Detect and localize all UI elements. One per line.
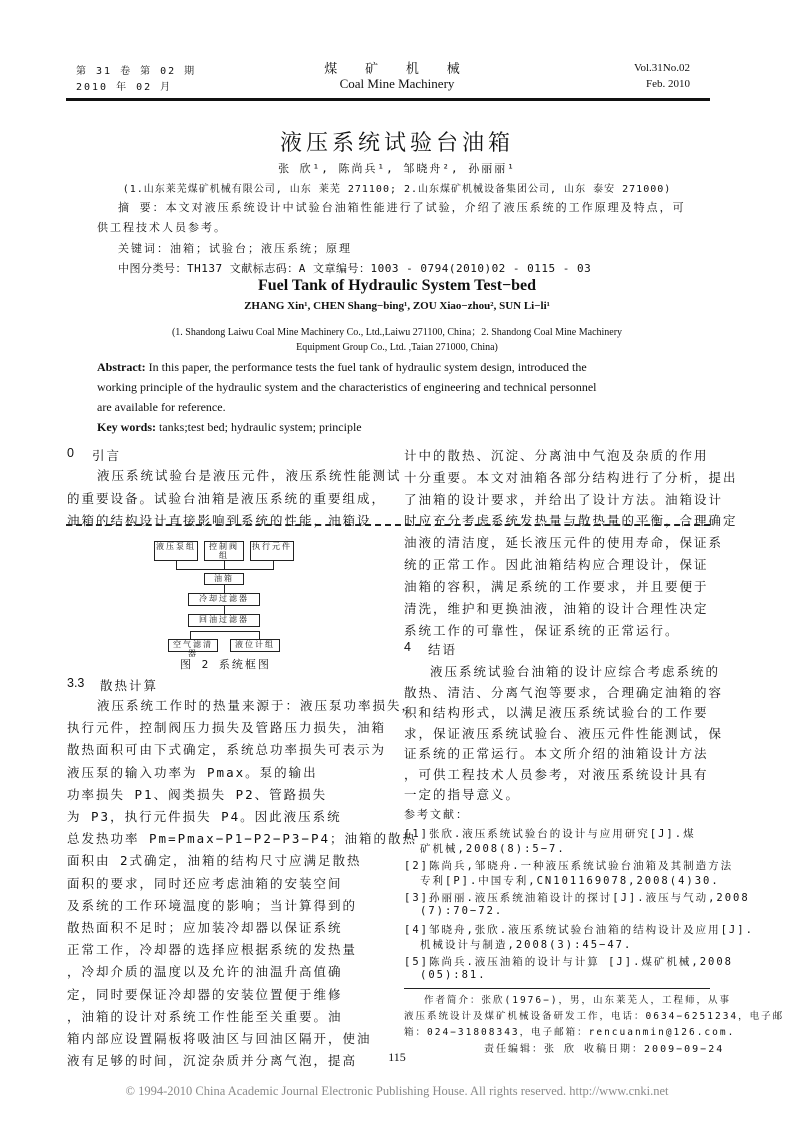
reference-3-line1: [3]孙丽丽.液压系统油箱设计的探讨[J].液压与气动,2008	[404, 892, 750, 904]
references-label: 参考文献：	[404, 808, 469, 821]
page-number: 115	[388, 1050, 406, 1064]
abstract-cn-line2: 供工程技术人员参考。	[97, 221, 227, 234]
reference-1-line1: [1]张欣.液压系统试验台的设计与应用研究[J].煤	[404, 828, 696, 840]
right-top-line3: 了油箱的设计要求，并给出了设计方法。油箱设计	[404, 492, 724, 507]
journal-date-en: Feb. 2010	[646, 78, 690, 90]
left-body-line-5: 功率损失 P1、阀类损失 P2、管路损失	[67, 786, 328, 802]
abstract-en-line2: working principle of the hydraulic system and the characteristics of engineering and technical personnel	[97, 380, 597, 394]
reference-3-line2: (7):70−72.	[420, 905, 504, 917]
conclusion-line-6: ，可供工程技术人员参考，对液压系统设计具有	[404, 766, 709, 782]
keywords-en	[97, 420, 697, 435]
right-top-line4: 时应充分考虑系统发热量与散热量的平衡，合理确定	[404, 513, 738, 528]
edit-note: 责任编辑：张 欣 收稿日期：2009−09−24	[484, 1044, 725, 1055]
diagram-connector-3	[224, 606, 225, 614]
affiliation-en-line2: Equipment Group Co., Ltd. ,Taian 271000, China)	[296, 342, 498, 353]
reference-5-line2: (05):81.	[420, 969, 487, 981]
diagram-box-valve: 控制阀组	[204, 541, 244, 561]
section-4-number: 4	[404, 640, 411, 654]
section-0-number: 0	[67, 446, 74, 460]
left-body-line-15: ，油箱的设计对系统工作性能至关重要。油	[67, 1008, 343, 1024]
figure-caption: 图 2 系统框图	[180, 658, 271, 671]
authors-en: ZHANG Xin¹, CHEN Shang−bing¹, ZOU Xiao−zhou², SUN Li−li¹	[244, 300, 550, 312]
left-body-line-12: 正常工作，冷却器的选择应根据系统的发热量	[67, 942, 358, 958]
keywords-en-label: Key words:	[97, 420, 156, 434]
classification-line: 中图分类号：TH137 文献标志码：A 文章编号：1003 - 0794(2010)02 - 0115 - 03	[118, 262, 592, 275]
conclusion-line-7: 一定的指导意义。	[404, 787, 521, 802]
abstract-en-line3: are available for reference.	[97, 400, 226, 414]
left-intro-line1: 液压系统试验台是液压元件，液压系统性能测试	[97, 468, 402, 483]
right-body-line-3: 油箱的容积，满足系统的工作要求，并且要便于	[404, 579, 709, 594]
left-intro-line3: 油箱的结构设计直接影响到系统的性能，油箱设	[67, 513, 372, 528]
conclusion-line-5: 证系统的正常运行。本文所介绍的油箱设计方法	[404, 746, 709, 761]
left-body-line-1: 液压系统工作时的热量来源于：液压泵功率损失，	[97, 698, 417, 713]
journal-volume-en: Vol.31No.02	[633, 62, 690, 74]
right-top-line2: 十分重要。本文对油箱各部分结构进行了分析，提出	[404, 470, 738, 485]
abstract-en-text1: In this paper, the performance tests the fuel tank of hydraulic system design, introduced the	[145, 360, 587, 374]
diagram-box-level-gauge: 液位计组	[230, 639, 280, 652]
conclusion-line-3: 积和结构形式，以满足液压系统试验台的工作要	[404, 705, 709, 720]
author-note-line3: 箱：024−31808343，电子邮箱：rencuanmin@126.com.	[404, 1027, 736, 1038]
left-body-line-13: ，冷却介质的温度以及允许的油温升高值确	[67, 964, 343, 980]
section-4-title: 结语	[428, 642, 458, 657]
reference-4-line1: [4]邹晓舟,张欣.液压系统试验台油箱的结构设计及应用[J].	[404, 924, 754, 936]
reference-5-line1: [5]陈尚兵.液压油箱的设计与计算 [J].煤矿机械,2008	[404, 956, 734, 968]
left-body-line-6: 为 P3，执行元件损失 P4。因此液压系统	[67, 809, 342, 824]
section-3-3-number: 3.3	[67, 676, 85, 690]
left-body-line-3: 散热面积可由下式确定，系统总功率损失可表示为	[67, 742, 387, 758]
author-note-rule	[404, 988, 710, 989]
conclusion-line-2: 散热、清洁、分离气泡等要求，合理确定油箱的容	[404, 684, 724, 700]
reference-1-line2: 矿机械,2008(8):5−7.	[420, 843, 566, 855]
paper-title-en: Fuel Tank of Hydraulic System Test−bed	[257, 277, 537, 294]
diagram-box-return-filter: 回油过滤器	[188, 614, 260, 627]
right-body-line-5: 系统工作的可靠性，保证系统的正常运行。	[404, 623, 680, 638]
right-body-line-2: 统的正常工作。因此油箱结构应合理设计，保证	[404, 557, 709, 572]
left-body-line-10: 及系统的工作环境温度的影响；当计算得到的	[67, 897, 358, 913]
abstract-cn-line1: 摘 要：本文对液压系统设计中试验台油箱性能进行了试验，介绍了液压系统的工作原理及特点，可	[118, 201, 686, 214]
left-body-line-11: 散热面积不足时；应加装冷却器以保证系统	[67, 920, 343, 935]
page-splice-divider	[66, 524, 710, 526]
keywords-en-text: tanks;test bed; hydraulic system; principle	[156, 420, 362, 434]
diagram-connector-top	[176, 561, 274, 570]
footer-copyright: © 1994-2010 China Academic Journal Electronic Publishing House. All rights reserved. http://www.cnki.net	[125, 1084, 669, 1098]
journal-volume: 第 31 卷 第 02 期	[76, 66, 197, 77]
left-intro-line2: 的重要设备。试验台油箱是液压系统的重要组成，	[67, 491, 387, 506]
diagram-box-air-filter: 空气滤清器	[168, 639, 218, 652]
left-body-line-17: 液有足够的时间，沉淀杂质并分离气泡，提高	[67, 1053, 358, 1069]
left-body-line-14: 定，同时要保证冷却器的安装位置便于维修	[67, 986, 343, 1002]
author-note-line1: 作者简介：张欣(1976−)，男，山东莱芜人，工程师，从事	[424, 995, 732, 1006]
left-body-line-7: 总发热功率 Pm=Pmax−P1−P2−P3−P4；油箱的散热	[67, 831, 418, 847]
section-0-title: 引言	[92, 448, 122, 463]
reference-2-line1: [2]陈尚兵,邹晓舟.一种液压系统试验台油箱及其制造方法	[404, 860, 734, 872]
authors-cn: 张 欣¹, 陈尚兵¹, 邹晓舟², 孙丽丽¹	[278, 162, 516, 175]
author-note-line2: 液压系统设计及煤矿机械设备研发工作，电话：0634−6251234，电子邮	[404, 1011, 785, 1022]
left-body-line-9: 面积的要求，同时还应考虑油箱的安装空间	[67, 875, 343, 891]
diagram-box-cooler-filter: 冷却过滤器	[188, 593, 260, 606]
left-body-line-16: 箱内部应设置隔板将吸油区与回油区隔开，使油	[67, 1031, 372, 1046]
reference-2-line2: 专利[P].中国专利,CN101169078,2008(4)30.	[420, 875, 720, 887]
conclusion-line-1: 液压系统试验台油箱的设计应综合考虑系统的	[430, 664, 721, 679]
abstract-en-line1	[97, 360, 697, 375]
header-rule	[66, 98, 710, 101]
left-body-line-4: 液压泵的输入功率为 Pmax。泵的输出	[67, 764, 318, 780]
affiliation-en-line1: (1. Shandong Laiwu Coal Mine Machinery Co., Ltd.,Laiwu 271100, China；2. Shandong Coal Mine Machinery	[171, 327, 623, 338]
left-body-line-8: 面积由 2式确定，油箱的结构尺寸应满足散热	[67, 853, 362, 869]
right-body-line-1: 油液的清洁度，延长液压元件的使用寿命，保证系	[404, 535, 724, 550]
diagram-box-tank: 油箱	[204, 573, 244, 585]
journal-date: 2010 年 02 月	[76, 82, 173, 93]
journal-name-en: Coal Mine Machinery	[339, 76, 455, 91]
system-block-diagram	[154, 537, 294, 657]
diagram-box-actuator: 执行元件	[250, 541, 294, 561]
reference-4-line2: 机械设计与制造,2008(3):45−47.	[420, 939, 633, 951]
abstract-en-label: Abstract:	[97, 360, 146, 374]
conclusion-line-4: 求，保证液压系统试验台、液压元件性能测试，保	[404, 725, 724, 741]
affiliation-cn: (1.山东莱芜煤矿机械有限公司, 山东 莱芜 271100; 2.山东煤矿机械设备集团公司, 山东 泰安 271000)	[122, 184, 672, 195]
section-3-3-title: 散热计算	[100, 678, 159, 693]
diagram-box-pump: 液压泵组	[154, 541, 198, 561]
diagram-connector-2	[224, 585, 225, 593]
left-body-line-2: 执行元件，控制阀压力损失及管路压力损失，油箱	[67, 720, 387, 736]
journal-name-cn: 煤 矿 机 械	[324, 62, 470, 77]
paper-title-cn: 液压系统试验台油箱	[279, 131, 514, 156]
right-top-line1: 计中的散热、沉淀、分离油中气泡及杂质的作用	[404, 448, 709, 463]
diagram-connector-mid	[224, 561, 225, 569]
right-body-line-4: 清洗，维护和更换油液，油箱的设计合理性决定	[404, 601, 709, 616]
keywords-cn: 关键词：油箱；试验台；液压系统；原理	[118, 242, 352, 255]
